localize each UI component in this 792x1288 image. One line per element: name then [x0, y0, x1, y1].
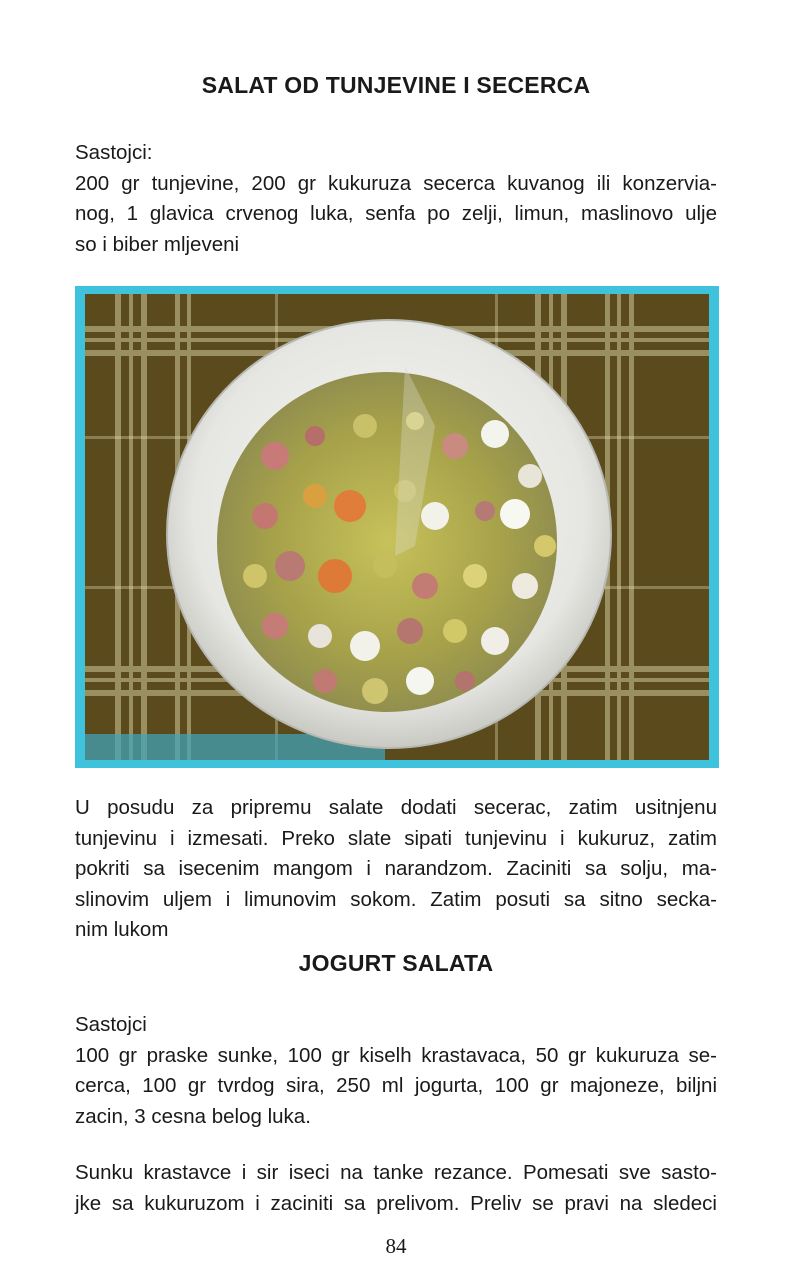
instructions-line: slinovim uljem i limunovim sokom. Zatim posuti sa sitno secka-	[75, 887, 717, 911]
instructions-line: pokriti sa isecenim mangom i narandzom. Zaciniti sa solju, ma-	[75, 857, 717, 880]
ingredients-line: 200 gr tunjevine, 200 gr kukuruza secerca kuvanog ili konzervia-	[75, 171, 717, 195]
ingredients-heading: Sastojci:	[75, 141, 153, 164]
instructions-line: nim lukom	[75, 918, 169, 941]
ingredients-line: 100 gr praske sunke, 100 gr kiselh krastavaca, 50 gr kukuruza se-	[75, 1043, 717, 1067]
recipe-title: JOGURT SALATA	[298, 950, 494, 976]
ingredients-heading: Sastojci	[75, 1013, 147, 1036]
page-number: 84	[385, 1234, 407, 1258]
salad-photo	[75, 286, 719, 768]
instructions-line: Sunku krastavce i sir iseci na tanke rezance. Pomesati sve sasto-	[75, 1161, 717, 1184]
instructions-block	[75, 793, 717, 946]
instructions-line: jke sa kukuruzom i zaciniti sa prelivom. Preliv se pravi na sledeci	[75, 1191, 717, 1215]
instructions-block	[75, 1158, 717, 1219]
ingredients-block	[75, 138, 717, 260]
ingredients-line: so i biber mljeveni	[75, 232, 240, 256]
ingredients-line: zacin, 3 cesna belog luka.	[75, 1104, 311, 1128]
instructions-line: tunjevinu i izmesati. Preko slate sipati tunjevinu i kukuruz, zatim	[75, 826, 717, 850]
recipe-title: SALAT OD TUNJEVINE I SECERCA	[201, 72, 591, 98]
instructions-line: U posudu za pripremu salate dodati secerac, zatim usitnjenu	[75, 796, 717, 819]
ingredients-line: cerca, 100 gr tvrdog sira, 250 ml jogurta, 100 gr majoneze, biljni	[75, 1074, 717, 1097]
ingredients-block	[75, 1010, 717, 1132]
ingredients-line: nog, 1 glavica crvenog luka, senfa po zelji, limun, maslinovo ulje	[75, 202, 717, 225]
